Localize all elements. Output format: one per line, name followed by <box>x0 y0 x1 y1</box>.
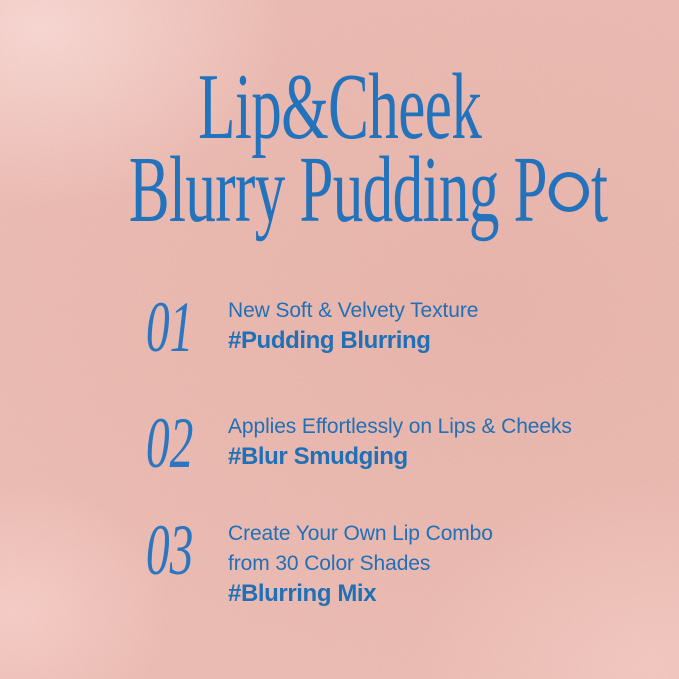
feature-hashtag: #Pudding Blurring <box>228 327 431 354</box>
feature-description-line: from 30 Color Shades <box>228 552 431 575</box>
feature-number: 02 <box>145 403 194 483</box>
feature-item-03 <box>0 510 679 609</box>
feature-content <box>228 514 648 609</box>
feature-item-02 <box>0 403 679 483</box>
feature-content <box>228 291 648 356</box>
feature-description-line: Applies Effortlessly on Lips & Cheeks <box>228 415 572 438</box>
feature-description-line: New Soft & Velvety Texture <box>228 299 479 322</box>
title-line-2-prefix: Blurry Pudding P <box>128 138 547 242</box>
product-title-line-1 <box>0 55 679 159</box>
product-title-line-2 <box>0 138 679 242</box>
feature-number: 01 <box>145 287 194 367</box>
product-title-line-2-text <box>128 138 608 242</box>
stylized-o-ring <box>549 172 589 212</box>
feature-item-01 <box>0 287 679 367</box>
product-title-line-1-text: Lip&Cheek <box>198 55 481 159</box>
feature-number: 03 <box>145 510 194 590</box>
product-title <box>0 55 679 242</box>
feature-hashtag: #Blur Smudging <box>228 443 408 470</box>
title-line-2-suffix: t <box>591 138 608 242</box>
feature-content <box>228 407 648 472</box>
feature-description-line: Create Your Own Lip Combo <box>228 522 493 545</box>
feature-hashtag: #Blurring Mix <box>228 580 377 607</box>
